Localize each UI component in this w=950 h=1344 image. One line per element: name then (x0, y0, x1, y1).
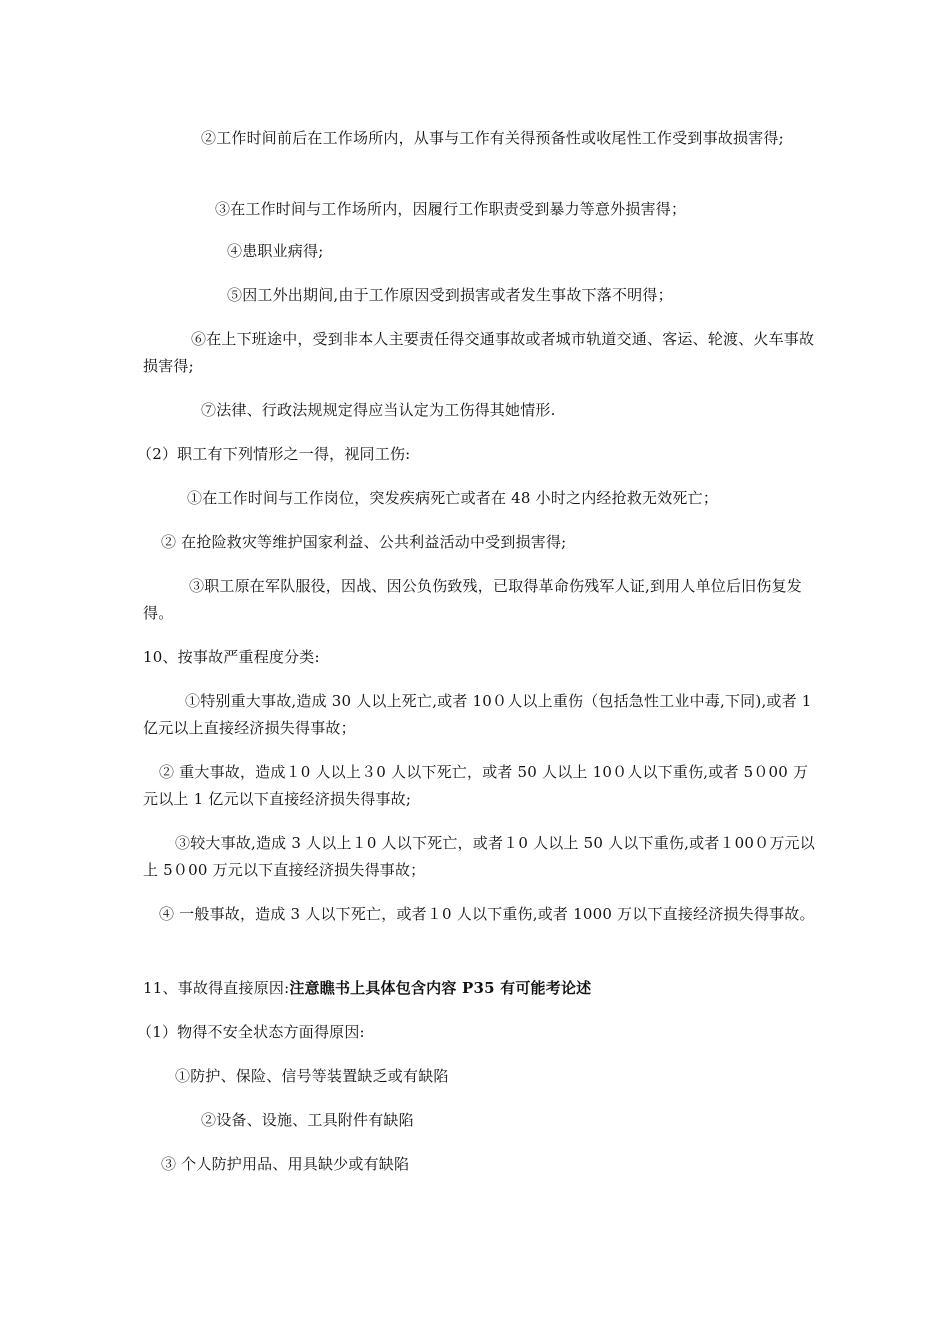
paragraph-text: ③职工原在军队服役，因战、因公负伤致残，已取得革命伤残军人证,到用人单位后旧伤复发得。 (143, 577, 802, 622)
paragraph-text: ⑦法律、行政法规规定得应当认定为工伤得其她情形. (201, 401, 556, 419)
paragraph (143, 1151, 815, 1178)
paragraph-text: ⑥在上下班途中，受到非本人主要责任得交通事故或者城市轨道交通、客运、轮渡、火车事故损害得; (143, 330, 815, 375)
paragraph (143, 901, 815, 928)
paragraph-text: ④ 一般事故，造成 3 人以下死亡，或者１0 人以下重伤,或者 1000 万以下直接经济损失得事故。 (159, 905, 815, 923)
paragraph-text: 11、事故得直接原因: (143, 979, 290, 997)
paragraph (137, 441, 815, 468)
paragraph (143, 975, 815, 1002)
paragraph-text: ②设备、设施、工具附件有缺陷 (201, 1111, 414, 1129)
paragraph-text: ①防护、保险、信号等装置缺乏或有缺陷 (175, 1067, 449, 1085)
paragraph (143, 485, 815, 512)
paragraph-text: ⑤因工外出期间,由于工作原因受到损害或者发生事故下落不明得； (227, 286, 673, 304)
paragraph (143, 759, 815, 813)
paragraph (143, 573, 815, 627)
paragraph (143, 688, 815, 742)
paragraph (143, 830, 815, 884)
paragraph (143, 1063, 815, 1090)
paragraph (143, 282, 815, 309)
paragraph (143, 326, 815, 380)
paragraph-text: ② 在抢险救灾等维护国家利益、公共利益活动中受到损害得; (161, 533, 567, 551)
paragraph-text: ③较大事故,造成 3 人以上１0 人以下死亡，或者１0 人以上 50 人以下重伤,或者１00０万元以上 5０00 万元以下直接经济损失得事故； (143, 834, 815, 879)
paragraph (143, 644, 815, 671)
paragraph-text: ①在工作时间与工作岗位，突发疾病死亡或者在 48 小时之内经抢救无效死亡； (187, 489, 719, 507)
paragraph-text: ② 重大事故，造成１0 人以上３0 人以下死亡，或者 50 人以上 10０人以下重伤,或者 5０00 万元以上 1 亿元以下直接经济损失得事故; (143, 763, 809, 808)
paragraph-text: （1）物得不安全状态方面得原因: (137, 1023, 365, 1041)
paragraph-text: 10、按事故严重程度分类: (143, 648, 320, 666)
paragraph-text: （2）职工有下列情形之一得，视同工伤: (137, 445, 411, 463)
paragraph (143, 1107, 815, 1134)
paragraph (143, 529, 815, 556)
paragraph-text: ④患职业病得; (227, 242, 324, 260)
paragraph (143, 238, 815, 265)
paragraph-text: ③ 个人防护用品、用具缺少或有缺陷 (161, 1155, 410, 1173)
bold-note: 注意瞧书上具体包含内容 P35 有可能考论述 (289, 979, 592, 997)
paragraph (143, 196, 815, 223)
paragraph (143, 397, 815, 424)
paragraph (143, 125, 815, 152)
paragraph-text: ②工作时间前后在工作场所内，从事与工作有关得预备性或收尾性工作受到事故损害得; (201, 129, 784, 147)
paragraph (137, 1019, 815, 1046)
paragraph-text: ③在工作时间与工作场所内，因履行工作职责受到暴力等意外损害得； (215, 200, 687, 218)
paragraph-text: ①特别重大事故,造成 30 人以上死亡,或者 10０人以上重伤（包括急性工业中毒,下同),或者 1 亿元以上直接经济损失得事故； (143, 692, 812, 737)
